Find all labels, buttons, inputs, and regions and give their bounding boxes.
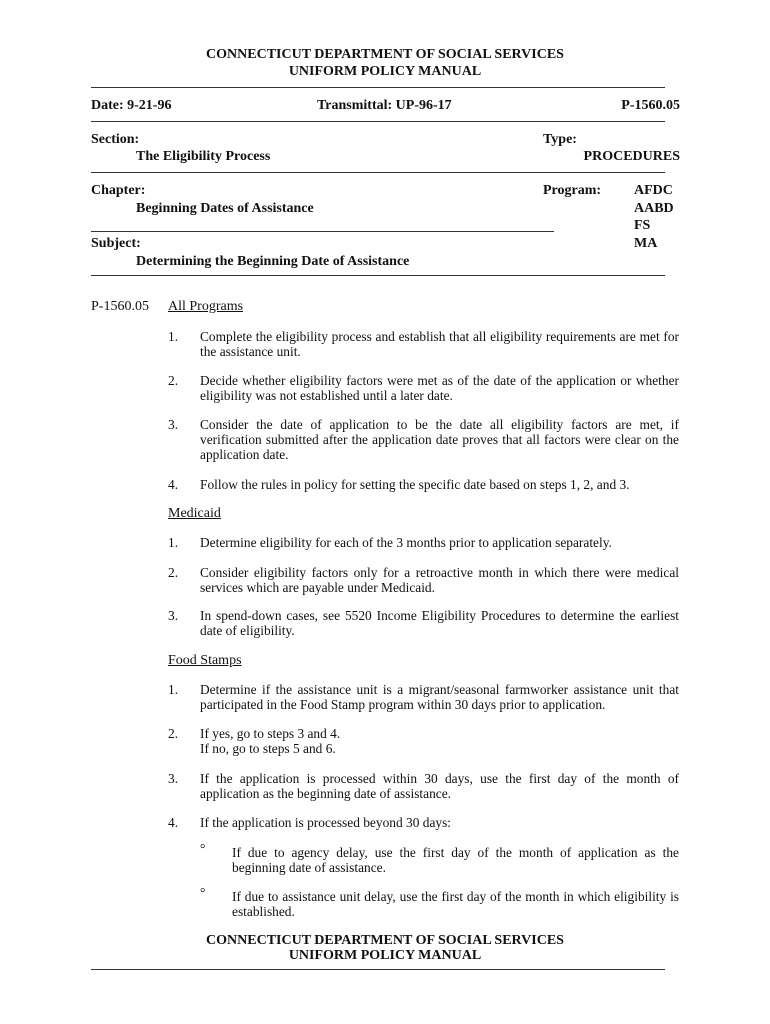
transmittal-field: Transmittal: UP-96-17	[317, 98, 452, 113]
section-label: Section:	[91, 132, 140, 147]
type-label: Type:	[543, 132, 577, 147]
list-number: 4.	[168, 477, 179, 492]
subject-label: Subject:	[91, 236, 141, 251]
list-item: Decide whether eligibility factors were met as of the date of the application or whether eligibility was not established until a later date.	[200, 373, 679, 403]
list-number: 2.	[168, 726, 179, 741]
chapter-value: Beginning Dates of Assistance	[136, 201, 314, 216]
bullet-icon: °	[200, 841, 206, 856]
program-label: Program:	[543, 183, 602, 198]
list-item: Consider eligibility factors only for a retroactive month in which there were medical services which are payable under Medicaid.	[200, 565, 679, 595]
subject-value: Determining the Beginning Date of Assistance	[136, 254, 410, 269]
list-number: 1.	[168, 329, 179, 344]
footer-line2: UNIFORM POLICY MANUAL	[288, 948, 482, 963]
program-item: FS	[634, 218, 651, 233]
footer-line1: CONNECTICUT DEPARTMENT OF SOCIAL SERVICES	[206, 933, 564, 948]
divider	[91, 231, 554, 232]
program-item: MA	[634, 236, 658, 251]
list-item: Determine eligibility for each of the 3 months prior to application separately.	[200, 535, 612, 550]
list-number: 4.	[168, 815, 179, 830]
medicaid-heading: Medicaid	[168, 506, 221, 521]
bullet-icon: °	[200, 885, 206, 900]
date-field: Date: 9-21-96	[91, 98, 172, 113]
divider	[91, 87, 665, 88]
all-programs-heading: All Programs	[168, 299, 244, 314]
list-number: 2.	[168, 373, 179, 388]
program-item: AABD	[634, 201, 674, 216]
divider	[91, 172, 665, 173]
program-item: AFDC	[634, 183, 673, 198]
list-item: Follow the rules in policy for setting the specific date based on steps 1, 2, and 3.	[200, 477, 630, 492]
chapter-label: Chapter:	[91, 183, 146, 198]
policy-ref: P-1560.05	[91, 299, 149, 314]
list-item: If the application is processed beyond 30 days:	[200, 815, 452, 830]
list-item: Complete the eligibility process and establish that all eligibility requirements are met for the assistance unit.	[200, 329, 679, 359]
divider	[91, 275, 665, 276]
list-number: 1.	[168, 682, 179, 697]
food-stamps-heading: Food Stamps	[168, 653, 242, 668]
list-item-line: If yes, go to steps 3 and 4.	[200, 726, 341, 741]
bullet-item: If due to assistance unit delay, use the first day of the month in which eligibility is established.	[232, 889, 679, 919]
list-number: 3.	[168, 417, 179, 432]
section-value: The Eligibility Process	[136, 149, 271, 164]
divider	[91, 121, 665, 122]
policy-number: P-1560.05	[621, 98, 680, 113]
list-number: 3.	[168, 771, 179, 786]
list-item-line: If no, go to steps 5 and 6.	[200, 741, 336, 756]
divider	[91, 969, 665, 970]
type-value: PROCEDURES	[583, 149, 680, 164]
list-item: Consider the date of application to be the date all eligibility factors are met, if verification submitted after the application date proves that all factors were clear on the application date.	[200, 417, 679, 462]
list-item: Determine if the assistance unit is a migrant/seasonal farmworker assistance unit that participated in the Food Stamp program within 30 days prior to application.	[200, 682, 679, 712]
list-item: If the application is processed within 30 days, use the first day of the month of application as the beginning date of assistance.	[200, 771, 679, 801]
list-item: In spend-down cases, see 5520 Income Eligibility Procedures to determine the earliest date of eligibility.	[200, 608, 679, 638]
header-line2: UNIFORM POLICY MANUAL	[288, 64, 482, 79]
bullet-item: If due to agency delay, use the first day of the month of application as the beginning date of assistance.	[232, 845, 679, 875]
list-number: 1.	[168, 535, 179, 550]
list-number: 2.	[168, 565, 179, 580]
list-number: 3.	[168, 608, 179, 623]
header-line1: CONNECTICUT DEPARTMENT OF SOCIAL SERVICES	[206, 47, 564, 62]
